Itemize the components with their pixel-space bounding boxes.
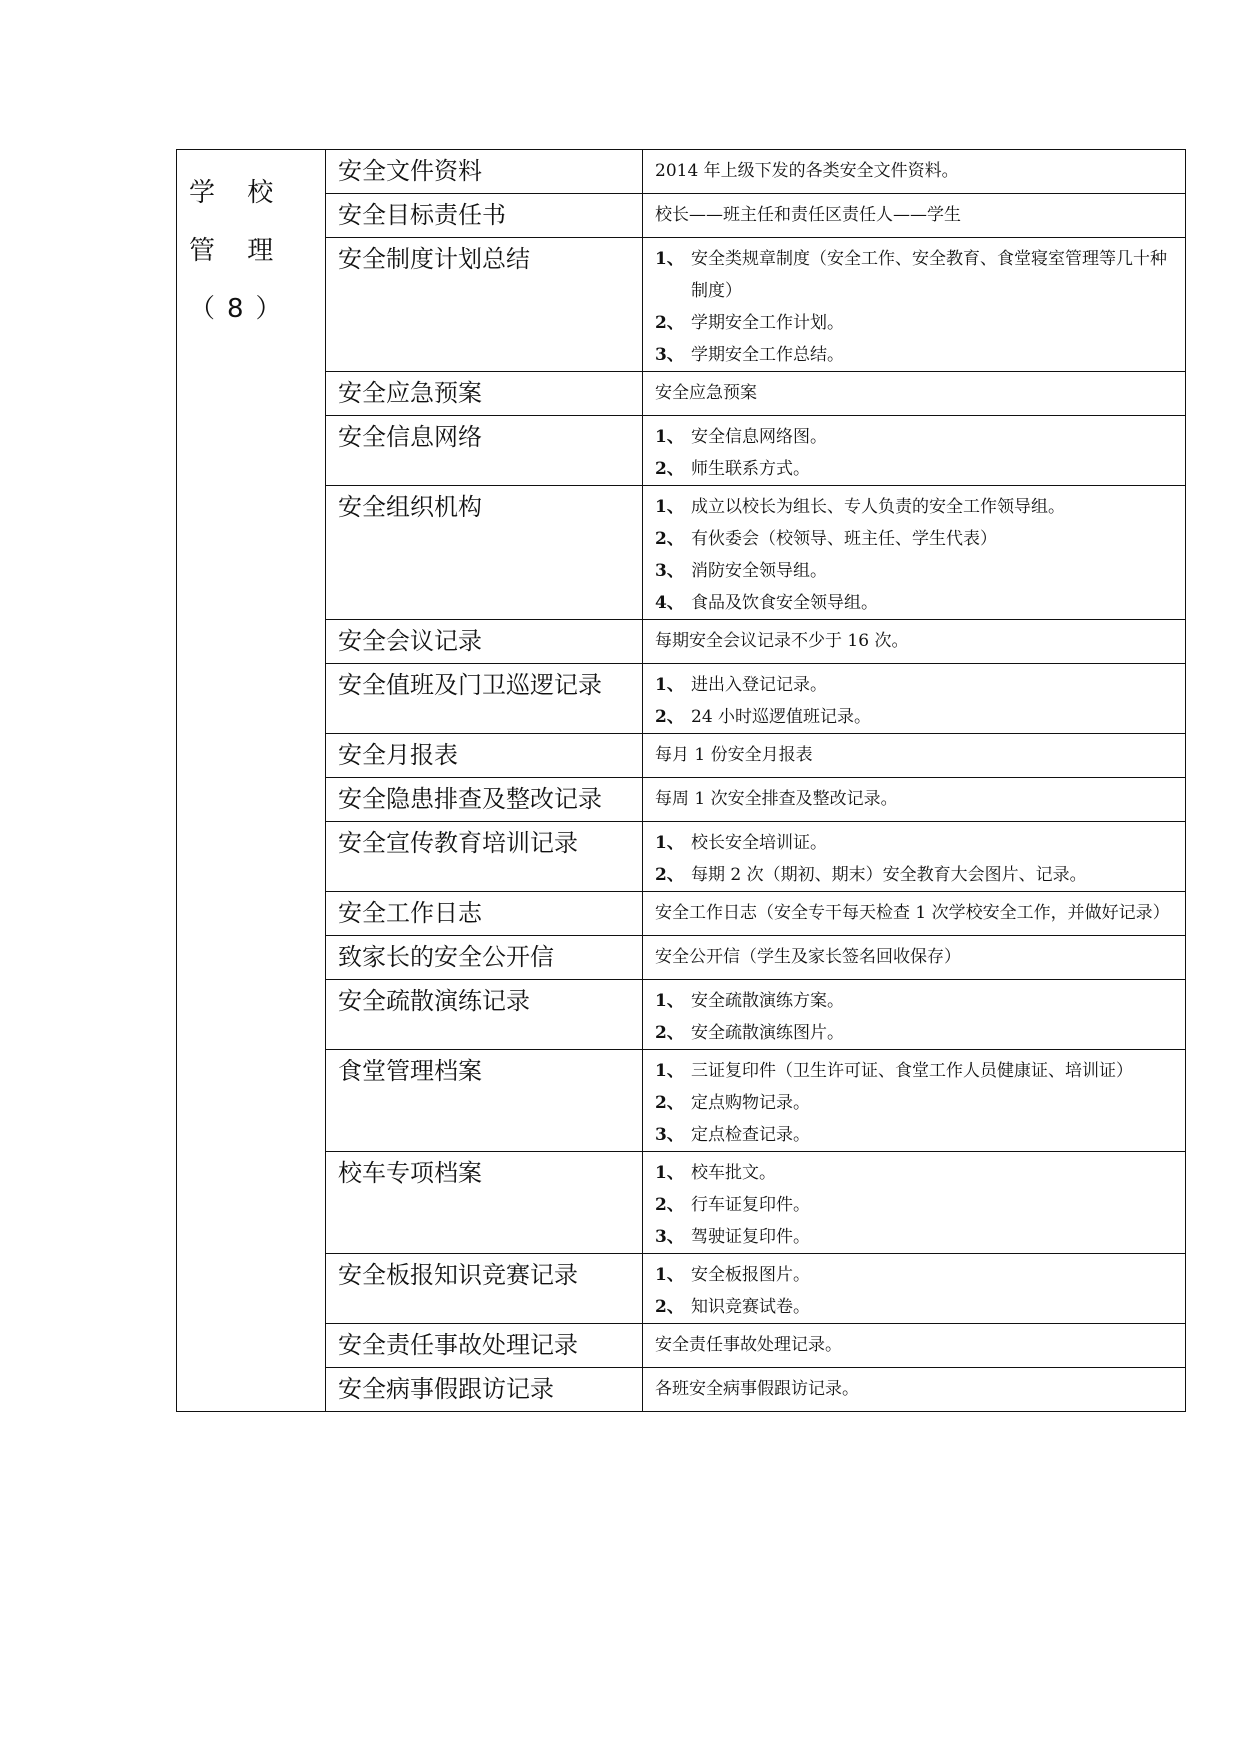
numbered-item <box>655 1189 1177 1221</box>
item-number: 2、 <box>655 1195 684 1215</box>
table-row <box>177 734 1186 778</box>
item-number: 1、 <box>655 833 684 853</box>
table-row <box>177 486 1186 620</box>
numbered-item <box>655 1221 1177 1253</box>
numbered-item <box>655 523 1177 555</box>
item-text: 安全信息网络图。 <box>691 427 827 447</box>
numbered-item <box>655 243 1177 307</box>
numbered-item <box>655 491 1177 523</box>
item-text: 三证复印件（卫生许可证、食堂工作人员健康证、培训证） <box>691 1061 1133 1081</box>
numbered-item <box>655 421 1177 453</box>
item-name-cell: 致家长的安全公开信 <box>326 936 643 980</box>
item-number: 3、 <box>655 561 684 581</box>
item-number: 2、 <box>655 865 684 885</box>
item-name-cell: 安全信息网络 <box>326 416 643 486</box>
numbered-item <box>655 827 1177 859</box>
item-text: 学期安全工作总结。 <box>691 345 844 365</box>
numbered-item <box>655 1291 1177 1323</box>
item-name-cell: 安全工作日志 <box>326 892 643 936</box>
table-row <box>177 936 1186 980</box>
item-number: 3、 <box>655 1125 684 1145</box>
item-name-cell: 食堂管理档案 <box>326 1050 643 1152</box>
item-number: 3、 <box>655 1227 684 1247</box>
item-description-cell <box>643 416 1186 486</box>
numbered-item <box>655 1119 1177 1151</box>
table-row <box>177 238 1186 372</box>
table-row <box>177 980 1186 1050</box>
table-row <box>177 1324 1186 1368</box>
item-number: 2、 <box>655 1297 684 1317</box>
table-row <box>177 620 1186 664</box>
description-text: 每月 1 份安全月报表 <box>655 745 813 765</box>
item-name-cell: 校车专项档案 <box>326 1152 643 1254</box>
item-text: 定点购物记录。 <box>691 1093 810 1113</box>
item-text: 24 小时巡逻值班记录。 <box>691 707 872 727</box>
description-text: 安全公开信（学生及家长签名回收保存） <box>655 947 961 967</box>
item-text: 安全疏散演练图片。 <box>691 1023 844 1043</box>
table-row <box>177 822 1186 892</box>
item-text: 驾驶证复印件。 <box>691 1227 810 1247</box>
item-description-cell <box>643 238 1186 372</box>
item-text: 行车证复印件。 <box>691 1195 810 1215</box>
item-description-cell <box>643 1368 1186 1412</box>
table-row <box>177 150 1186 194</box>
description-text: 安全应急预案 <box>655 383 757 403</box>
item-name-cell: 安全宣传教育培训记录 <box>326 822 643 892</box>
item-name-cell: 安全组织机构 <box>326 486 643 620</box>
category-label: 学 校 管 理（8） <box>189 178 294 324</box>
item-description-cell <box>643 194 1186 238</box>
item-number: 1、 <box>655 1061 684 1081</box>
table-row <box>177 1152 1186 1254</box>
numbered-item <box>655 453 1177 485</box>
item-text: 安全疏散演练方案。 <box>691 991 844 1011</box>
numbered-item <box>655 1157 1177 1189</box>
item-description-cell <box>643 1254 1186 1324</box>
numbered-item <box>655 307 1177 339</box>
numbered-item <box>655 701 1177 733</box>
table-row <box>177 194 1186 238</box>
item-description-cell <box>643 822 1186 892</box>
item-description-cell <box>643 486 1186 620</box>
table-row <box>177 892 1186 936</box>
item-name-cell: 安全值班及门卫巡逻记录 <box>326 664 643 734</box>
item-name-cell: 安全疏散演练记录 <box>326 980 643 1050</box>
numbered-item <box>655 1017 1177 1049</box>
numbered-item <box>655 587 1177 619</box>
description-text: 每周 1 次安全排查及整改记录。 <box>655 789 898 809</box>
item-description-cell <box>643 936 1186 980</box>
numbered-item <box>655 339 1177 371</box>
numbered-item <box>655 1259 1177 1291</box>
item-text: 校长安全培训证。 <box>691 833 827 853</box>
numbered-item <box>655 1055 1177 1087</box>
table-row <box>177 778 1186 822</box>
category-cell <box>177 150 326 1412</box>
table-row <box>177 1254 1186 1324</box>
item-number: 1、 <box>655 675 684 695</box>
item-number: 2、 <box>655 1023 684 1043</box>
item-number: 2、 <box>655 529 684 549</box>
item-name-cell: 安全文件资料 <box>326 150 643 194</box>
description-text: 各班安全病事假跟访记录。 <box>655 1379 859 1399</box>
numbered-item <box>655 985 1177 1017</box>
item-number: 1、 <box>655 249 684 269</box>
item-text: 成立以校长为组长、专人负责的安全工作领导组。 <box>691 497 1065 517</box>
description-text: 每期安全会议记录不少于 16 次。 <box>655 631 909 651</box>
description-text: 安全责任事故处理记录。 <box>655 1335 842 1355</box>
item-text: 知识竞赛试卷。 <box>691 1297 810 1317</box>
item-name-cell: 安全病事假跟访记录 <box>326 1368 643 1412</box>
table-row <box>177 1050 1186 1152</box>
item-description-cell <box>643 778 1186 822</box>
item-number: 1、 <box>655 497 684 517</box>
description-text: 校长——班主任和责任区责任人——学生 <box>655 205 961 225</box>
item-text: 每期 2 次（期初、期末）安全教育大会图片、记录。 <box>691 865 1087 885</box>
item-text: 学期安全工作计划。 <box>691 313 844 333</box>
item-description-cell <box>643 734 1186 778</box>
records-table-body <box>177 150 1186 1412</box>
item-number: 2、 <box>655 313 684 333</box>
item-number: 4、 <box>655 593 684 613</box>
item-name-cell: 安全责任事故处理记录 <box>326 1324 643 1368</box>
item-description-cell <box>643 892 1186 936</box>
description-text: 安全工作日志（安全专干每天检查 1 次学校安全工作，并做好记录） <box>655 903 1170 923</box>
item-number: 1、 <box>655 1265 684 1285</box>
item-name-cell: 安全会议记录 <box>326 620 643 664</box>
item-text: 消防安全领导组。 <box>691 561 827 581</box>
item-text: 食品及饮食安全领导组。 <box>691 593 878 613</box>
item-text: 师生联系方式。 <box>691 459 810 479</box>
item-text: 有伙委会（校领导、班主任、学生代表） <box>691 529 997 549</box>
item-text: 校车批文。 <box>691 1163 776 1183</box>
item-description-cell <box>643 620 1186 664</box>
item-number: 3、 <box>655 345 684 365</box>
item-description-cell <box>643 372 1186 416</box>
table-row <box>177 372 1186 416</box>
item-name-cell: 安全应急预案 <box>326 372 643 416</box>
numbered-item <box>655 555 1177 587</box>
item-text: 定点检查记录。 <box>691 1125 810 1145</box>
item-number: 2、 <box>655 1093 684 1113</box>
item-number: 2、 <box>655 459 684 479</box>
item-number: 1、 <box>655 1163 684 1183</box>
table-row <box>177 1368 1186 1412</box>
item-number: 2、 <box>655 707 684 727</box>
numbered-item <box>655 1087 1177 1119</box>
item-name-cell: 安全月报表 <box>326 734 643 778</box>
item-name-cell: 安全板报知识竞赛记录 <box>326 1254 643 1324</box>
item-text: 安全类规章制度（安全工作、安全教育、食堂寝室管理等几十种制度） <box>691 249 1167 301</box>
item-description-cell <box>643 1050 1186 1152</box>
table-row <box>177 416 1186 486</box>
item-description-cell <box>643 980 1186 1050</box>
item-description-cell <box>643 1152 1186 1254</box>
item-number: 1、 <box>655 991 684 1011</box>
numbered-item <box>655 859 1177 891</box>
item-number: 1、 <box>655 427 684 447</box>
records-table <box>176 149 1186 1412</box>
item-name-cell: 安全制度计划总结 <box>326 238 643 372</box>
item-text: 安全板报图片。 <box>691 1265 810 1285</box>
item-text: 进出入登记记录。 <box>691 675 827 695</box>
item-name-cell: 安全目标责任书 <box>326 194 643 238</box>
item-description-cell <box>643 664 1186 734</box>
item-description-cell <box>643 150 1186 194</box>
item-description-cell <box>643 1324 1186 1368</box>
numbered-item <box>655 669 1177 701</box>
item-name-cell: 安全隐患排查及整改记录 <box>326 778 643 822</box>
table-row <box>177 664 1186 734</box>
description-text: 2014 年上级下发的各类安全文件资料。 <box>655 161 959 181</box>
